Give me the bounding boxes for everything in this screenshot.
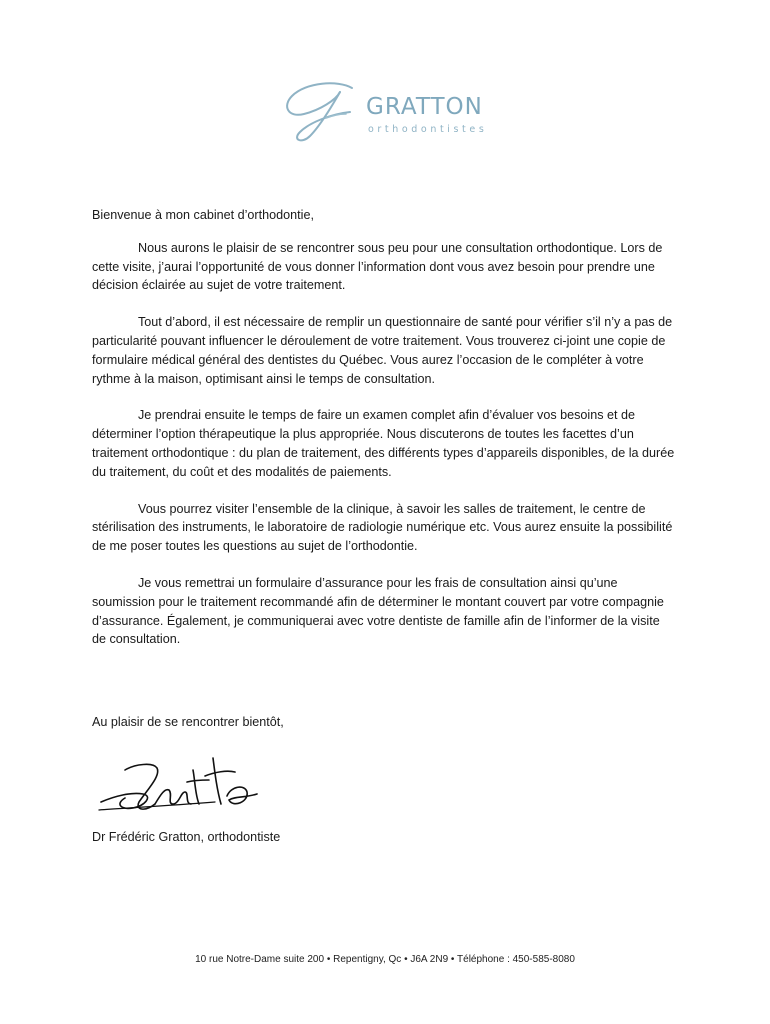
footer-address: 10 rue Notre-Dame suite 200 • Repentigny, Qc • J6A 2N9 • Téléphone : 450-585-8080 (195, 954, 575, 965)
greeting: Bienvenue à mon cabinet d’orthodontie, (92, 208, 314, 222)
closing-line: Au plaisir de se rencontrer bientôt, (92, 715, 284, 729)
paragraph-health-questionnaire: Tout d’abord, il est nécessaire de remplir un questionnaire de santé pour vérifier s’il n’y a pas de particularité pouvant influencer le déroulement de votre traitement. Vous trouverez ci-joint une copie de formulaire médical général des dentistes du Québec. Vous aurez l’occasion de le compléter à votre rythme à la maison, optimisant ainsi le temps de consultation. (92, 315, 673, 386)
paragraph-consultation: Nous aurons le plaisir de se rencontrer sous peu pour une consultation orthodontique. Lors de cette visite, j’aurai l’opportunité de vous donner l’information dont vous avez besoin pour prendre une décision éclairée au sujet de votre traitement. (92, 240, 663, 293)
letter-body (92, 206, 677, 667)
handwritten-signature (95, 750, 265, 816)
brand-name: GRATTON (366, 94, 483, 120)
paragraph-examination: Je prendrai ensuite le temps de faire un examen complet afin d’évaluer vos besoins et de déterminer l’option thérapeutique la plus appropriée. Nous discuterons de toutes les facettes d’un traitement orthodontique : du plan de traitement, des différents types d’appareils disponibles, de la durée du traitement, du coût et des modalités de paiements. (92, 408, 675, 479)
brand-subtitle: orthodontistes (368, 124, 488, 135)
letterhead (280, 78, 500, 148)
paragraph-insurance: Je vous remettrai un formulaire d’assurance pour les frais de consultation ainsi qu’une soumission pour le traitement recommandé afin de déterminer le montant couvert par votre compagnie d’assurance. Également, je communiquerai avec votre dentiste de famille afin de l’informer de la visite de consultation. (92, 575, 664, 647)
signer-name: Dr Frédéric Gratton, orthodontiste (92, 830, 281, 844)
gratton-g-logo-icon (280, 78, 372, 148)
paragraph-clinic-visit: Vous pourrez visiter l’ensemble de la clinique, à savoir les salles de traitement, le centre de stérilisation des instruments, le laboratoire de radiologie numérique etc. Vous aurez ensuite la possibilité de me poser toutes les questions au sujet de l’orthodontie. (92, 501, 673, 554)
